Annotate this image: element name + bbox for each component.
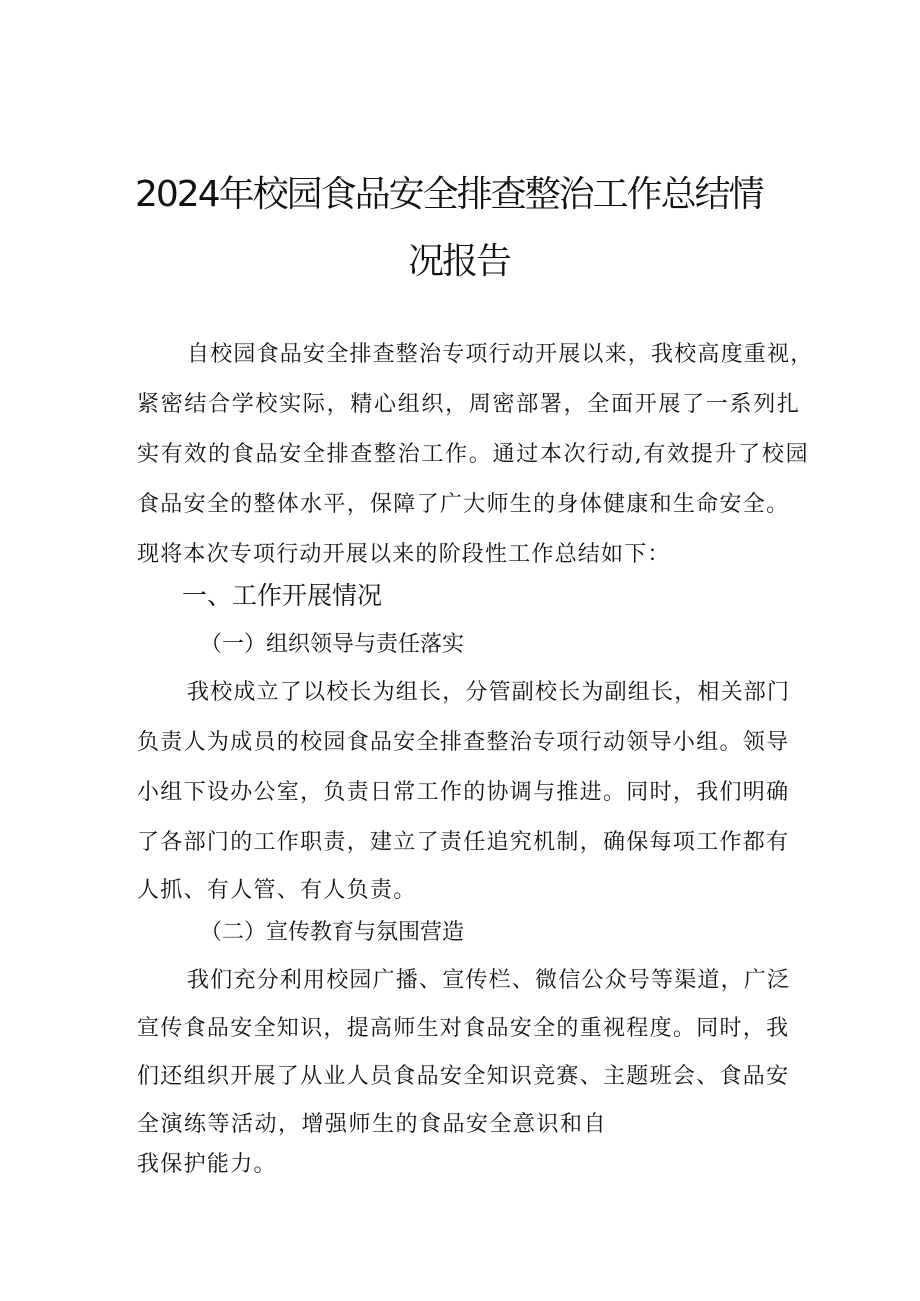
- paragraph-line: 们还组织开展了从业人员食品安全知识竞赛、主题班会、食品安: [137, 1064, 790, 1089]
- paragraph-line: 小组下设办公室，负责日常工作的协调与推进。同时，我们明确: [137, 780, 790, 805]
- document-title-line-1: 2024年校园食品安全排查整治工作总结情: [135, 174, 763, 215]
- paragraph-line: 人抓、有人管、有人负责。: [137, 878, 417, 903]
- paragraph-line: 实有效的食品安全排查整治工作。通过本次行动,有效提升了校园: [137, 442, 810, 467]
- paragraph-line: 我们充分利用校园广播、宣传栏、微信公众号等渠道，广泛: [187, 968, 791, 993]
- subsection-heading: （一）组织领导与责任落实: [200, 632, 465, 657]
- paragraph-line: 我校成立了以校长为组长，分管副校长为副组长，相关部门: [187, 680, 791, 705]
- paragraph-line: 我保护能力。: [137, 1152, 277, 1177]
- section-heading: 一、工作开展情况: [182, 581, 383, 610]
- paragraph-line: 现将本次专项行动开展以来的阶段性工作总结如下：: [137, 542, 671, 567]
- paragraph-line: 食品安全的整体水平，保障了广大师生的身体健康和生命安全。: [137, 492, 790, 517]
- paragraph-line: 了各部门的工作职责，建立了责任追究机制，确保每项工作都有: [137, 830, 790, 855]
- paragraph-line: 自校园食品安全排查整治专项行动开展以来，我校高度重视，: [187, 342, 814, 367]
- subsection-heading: （二）宣传教育与氛围营造: [200, 920, 465, 945]
- paragraph-line: 紧密结合学校实际，精心组织，周密部署，全面开展了一系列扎: [137, 392, 801, 417]
- paragraph-line: 负责人为成员的校园食品安全排查整治专项行动领导小组。领导: [137, 730, 790, 755]
- paragraph-line: 全演练等活动，增强师生的食品安全意识和自: [137, 1112, 608, 1137]
- document-title-line-2: 况报告: [408, 241, 511, 282]
- paragraph-line: 宣传食品安全知识，提高师生对食品安全的重视程度。同时，我: [137, 1016, 790, 1041]
